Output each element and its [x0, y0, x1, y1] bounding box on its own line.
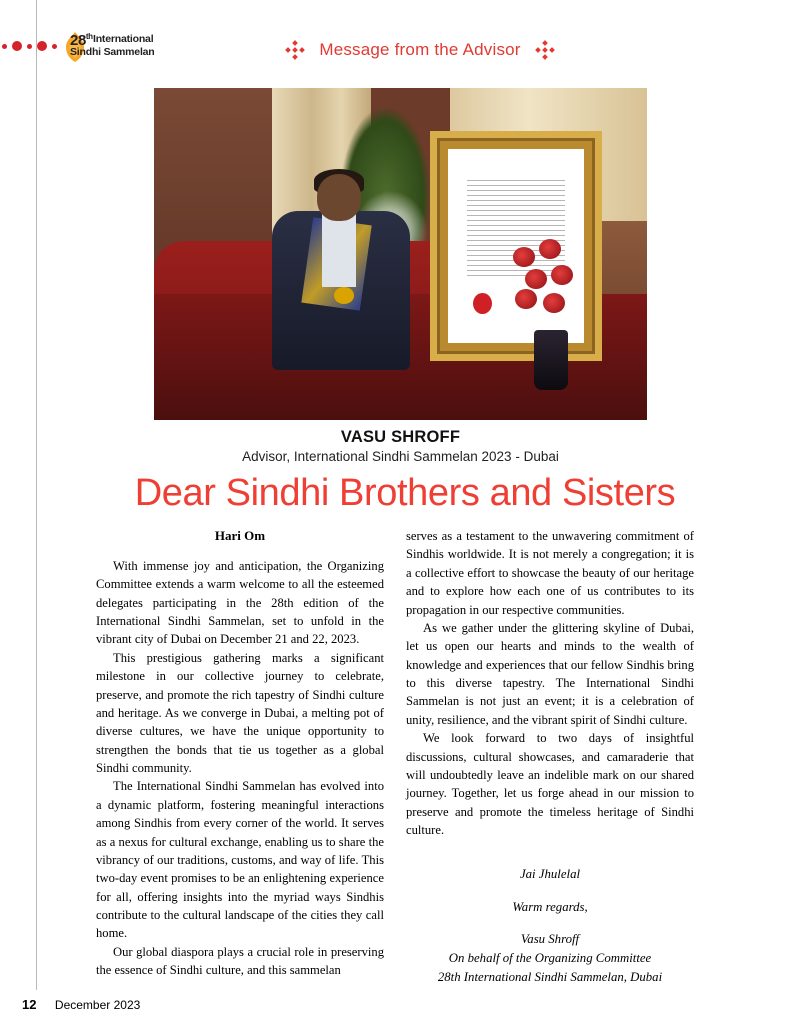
logo-line-sindhi-sammelan: Sindhi Sammelan	[70, 46, 155, 58]
rose-bouquet	[509, 237, 598, 337]
article-body	[96, 527, 694, 985]
decorative-dots	[0, 36, 60, 58]
salutation: Hari Om	[214, 528, 266, 543]
paragraph: As we gather under the glittering skyline of Dubai, let us open our hearts and minds to the wealth of knowledge and experiences that our fellow Sindhis bring to this diverse tapestry. The International Sindhi Sammelan is not just an event; it is a celebration of unity, resilience, and the vibrant spirit of Sindhi culture.	[406, 620, 694, 727]
paragraph: We look forward to two days of insightful discussions, cultural showcases, and camaraderie that will undoubtedly leave an indelible mark on our shared journey. Together, let us forge ahead in our mission to preserve and promote the timeless heritage of Sindhi culture.	[406, 731, 694, 837]
logo-edition: 28th	[70, 32, 93, 49]
left-margin-rule	[36, 0, 37, 990]
logo-line-international: International	[93, 33, 154, 45]
photo-caption-role: Advisor, International Sindhi Sammelan 2023 - Dubai	[242, 449, 559, 464]
advisor-photo	[154, 88, 647, 420]
sammelan-logo	[62, 32, 182, 66]
signoff-regards: Warm regards,	[512, 899, 588, 914]
paragraph: Our global diaspora plays a crucial role in preserving the essence of Sindhi culture, and this sammelan	[96, 944, 384, 978]
page-number: 12	[22, 997, 37, 1012]
body-column-left	[96, 527, 384, 980]
signoff-greeting: Jai Jhulelal	[519, 867, 581, 882]
signoff-block	[406, 865, 694, 987]
paragraph: serves as a testament to the unwavering commitment of Sindhis worldwide. It is not merely a congregation; it is a collective effort to showcase the beauty of our heritage and to explore how each one of us contributes to its propagation in our respective communities.	[406, 529, 694, 617]
diamond-ornament-left-icon	[285, 41, 305, 59]
article-headline: Dear Sindhi Brothers and Sisters	[134, 472, 676, 514]
paragraph: With immense joy and anticipation, the Organizing Committee extends a warm welcome to all the esteemed delegates participating in the 28th edition of the International Sindhi Sammelan, set to unfold in the vibrant city of Dubai on December 21 and 22, 2023.	[96, 558, 384, 647]
photo-caption-name: VASU SHROFF	[340, 428, 461, 446]
body-column-right	[406, 527, 694, 987]
page-header	[180, 40, 660, 60]
paragraph: The International Sindhi Sammelan has evolved into a dynamic platform, fostering meaningful interactions among Sindhis from every corner of the world. It serves as a nexus for cultural exchange, enabling us to share the vibrancy of our traditions, customs, and way of life. This two-day event promises to be an enlightening experience for all, offering insights into the myriad ways Sindhis contribute to the cultural landscape of the cities they call home.	[96, 779, 384, 941]
signoff-name: Vasu Shroff	[520, 931, 580, 946]
page-title: Message from the Advisor	[319, 40, 521, 59]
diamond-ornament-right-icon	[535, 41, 555, 59]
paragraph: This prestigious gathering marks a significant milestone in our collective journey to celebrate, preserve, and promote the rich tapestry of Sindhi culture and heritage. As we converge in Dubai, a melting pot of diverse cultures, we have the unique opportunity to strengthen the bonds that tie us together as a global Sindhi community.	[96, 650, 384, 776]
signoff-title: On behalf of the Organizing Committee	[448, 950, 652, 965]
issue-date: December 2023	[54, 998, 141, 1012]
page-footer	[22, 996, 422, 1014]
signoff-org: 28th International Sindhi Sammelan, Dubai	[437, 970, 663, 985]
